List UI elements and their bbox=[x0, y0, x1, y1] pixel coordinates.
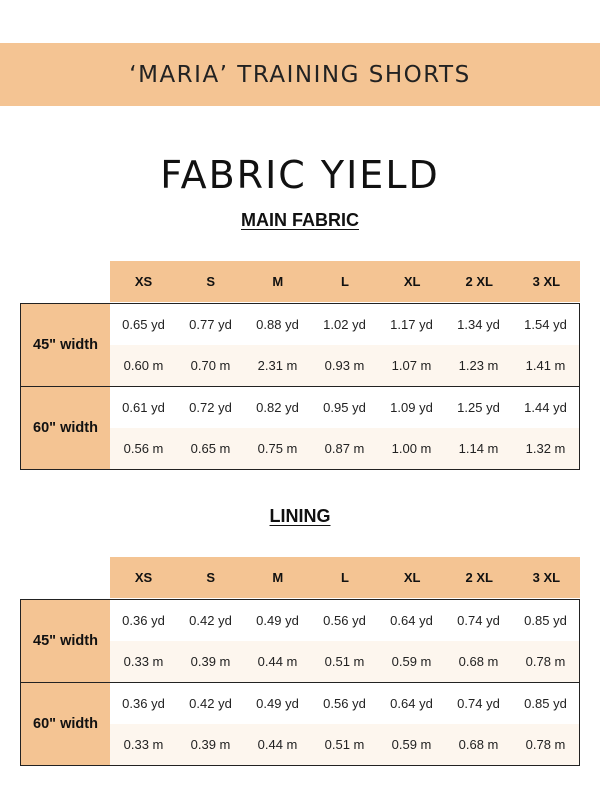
metres-row bbox=[110, 641, 579, 682]
metres-cell: 0.68 m bbox=[458, 654, 499, 669]
metres-cell: 0.33 m bbox=[123, 737, 164, 752]
yardage-cell: 0.85 yd bbox=[524, 696, 567, 711]
yardage-cell: 0.64 yd bbox=[390, 613, 433, 628]
size-header-cell: S bbox=[206, 570, 216, 585]
size-header-cell: XL bbox=[403, 274, 421, 289]
yardage-cell: 1.54 yd bbox=[524, 317, 567, 332]
lining-heading: LINING bbox=[269, 506, 331, 526]
size-header-cell: L bbox=[341, 274, 349, 289]
metres-cell: 0.60 m bbox=[123, 358, 164, 373]
metres-cell: 0.75 m bbox=[257, 441, 298, 456]
yardage-row bbox=[110, 387, 579, 428]
width-group-45 bbox=[21, 304, 579, 386]
main-fabric-size-header bbox=[110, 261, 580, 302]
width-label: 45" width bbox=[21, 600, 110, 682]
size-header-cell: XS bbox=[134, 274, 153, 289]
yardage-cell: 0.95 yd bbox=[323, 400, 366, 415]
metres-cell: 0.78 m bbox=[525, 654, 566, 669]
yardage-cell: 0.36 yd bbox=[122, 696, 165, 711]
metres-cell: 1.23 m bbox=[458, 358, 499, 373]
yardage-cell: 0.88 yd bbox=[256, 317, 299, 332]
value-rows bbox=[110, 683, 579, 765]
pattern-title: ‘MARIA’ TRAINING SHORTS bbox=[129, 61, 471, 88]
metres-cell: 0.70 m bbox=[190, 358, 231, 373]
yardage-cell: 0.74 yd bbox=[457, 696, 500, 711]
metres-cell: 0.59 m bbox=[391, 737, 432, 752]
size-header-cell: XS bbox=[134, 570, 153, 585]
yardage-cell: 0.42 yd bbox=[189, 696, 232, 711]
yardage-cell: 0.56 yd bbox=[323, 613, 366, 628]
yardage-cell: 0.36 yd bbox=[122, 613, 165, 628]
main-fabric-heading: MAIN FABRIC bbox=[241, 210, 359, 230]
size-header-cell: 3 XL bbox=[532, 570, 561, 585]
yardage-row bbox=[110, 600, 579, 641]
width-group-45 bbox=[21, 600, 579, 682]
metres-cell: 0.78 m bbox=[525, 737, 566, 752]
metres-cell: 0.65 m bbox=[190, 441, 231, 456]
lining-size-header bbox=[110, 557, 580, 598]
yardage-cell: 1.34 yd bbox=[457, 317, 500, 332]
size-header-cell: 2 XL bbox=[465, 274, 493, 289]
size-header-cell: 3 XL bbox=[532, 274, 561, 289]
size-header-cell: M bbox=[272, 570, 284, 585]
metres-cell: 0.33 m bbox=[123, 654, 164, 669]
metres-cell: 0.44 m bbox=[257, 737, 298, 752]
yardage-cell: 0.77 yd bbox=[189, 317, 232, 332]
metres-cell: 0.51 m bbox=[324, 654, 365, 669]
metres-row bbox=[110, 428, 579, 469]
yardage-cell: 0.82 yd bbox=[256, 400, 299, 415]
value-rows bbox=[110, 387, 579, 469]
metres-cell: 0.87 m bbox=[324, 441, 365, 456]
width-label: 60" width bbox=[21, 387, 110, 469]
metres-cell: 0.56 m bbox=[123, 441, 164, 456]
width-group-60 bbox=[21, 682, 579, 765]
metres-row bbox=[110, 345, 579, 386]
metres-cell: 1.32 m bbox=[525, 441, 566, 456]
metres-cell: 1.14 m bbox=[458, 441, 499, 456]
yardage-cell: 1.17 yd bbox=[390, 317, 433, 332]
yardage-cell: 1.02 yd bbox=[323, 317, 366, 332]
pattern-title-banner bbox=[0, 43, 600, 106]
page-title: FABRIC YIELD bbox=[160, 153, 440, 198]
yardage-cell: 0.64 yd bbox=[390, 696, 433, 711]
metres-cell: 0.93 m bbox=[324, 358, 365, 373]
lining-table bbox=[20, 599, 580, 766]
yardage-cell: 0.61 yd bbox=[122, 400, 165, 415]
size-header-cell: XL bbox=[403, 570, 421, 585]
yardage-cell: 0.56 yd bbox=[323, 696, 366, 711]
yardage-cell: 1.44 yd bbox=[524, 400, 567, 415]
yardage-row bbox=[110, 304, 579, 345]
yardage-cell: 0.42 yd bbox=[189, 613, 232, 628]
size-header-cell: L bbox=[341, 570, 349, 585]
width-group-60 bbox=[21, 386, 579, 469]
yardage-cell: 1.25 yd bbox=[457, 400, 500, 415]
value-rows bbox=[110, 304, 579, 386]
yardage-cell: 1.09 yd bbox=[390, 400, 433, 415]
size-header-cell: S bbox=[206, 274, 216, 289]
size-header-cell: M bbox=[272, 274, 284, 289]
metres-cell: 0.59 m bbox=[391, 654, 432, 669]
metres-cell: 1.07 m bbox=[391, 358, 432, 373]
metres-cell: 2.31 m bbox=[257, 358, 298, 373]
metres-cell: 0.44 m bbox=[257, 654, 298, 669]
metres-cell: 0.39 m bbox=[190, 737, 231, 752]
yardage-cell: 0.74 yd bbox=[457, 613, 500, 628]
yardage-cell: 0.49 yd bbox=[256, 613, 299, 628]
metres-cell: 0.68 m bbox=[458, 737, 499, 752]
main-fabric-table bbox=[20, 303, 580, 470]
size-header-cell: 2 XL bbox=[465, 570, 493, 585]
yardage-cell: 0.65 yd bbox=[122, 317, 165, 332]
width-label: 45" width bbox=[21, 304, 110, 386]
yardage-cell: 0.85 yd bbox=[524, 613, 567, 628]
value-rows bbox=[110, 600, 579, 682]
yardage-row bbox=[110, 683, 579, 724]
metres-row bbox=[110, 724, 579, 765]
metres-cell: 1.00 m bbox=[391, 441, 432, 456]
yardage-cell: 0.72 yd bbox=[189, 400, 232, 415]
yardage-cell: 0.49 yd bbox=[256, 696, 299, 711]
metres-cell: 1.41 m bbox=[525, 358, 566, 373]
width-label: 60" width bbox=[21, 683, 110, 765]
metres-cell: 0.39 m bbox=[190, 654, 231, 669]
metres-cell: 0.51 m bbox=[324, 737, 365, 752]
